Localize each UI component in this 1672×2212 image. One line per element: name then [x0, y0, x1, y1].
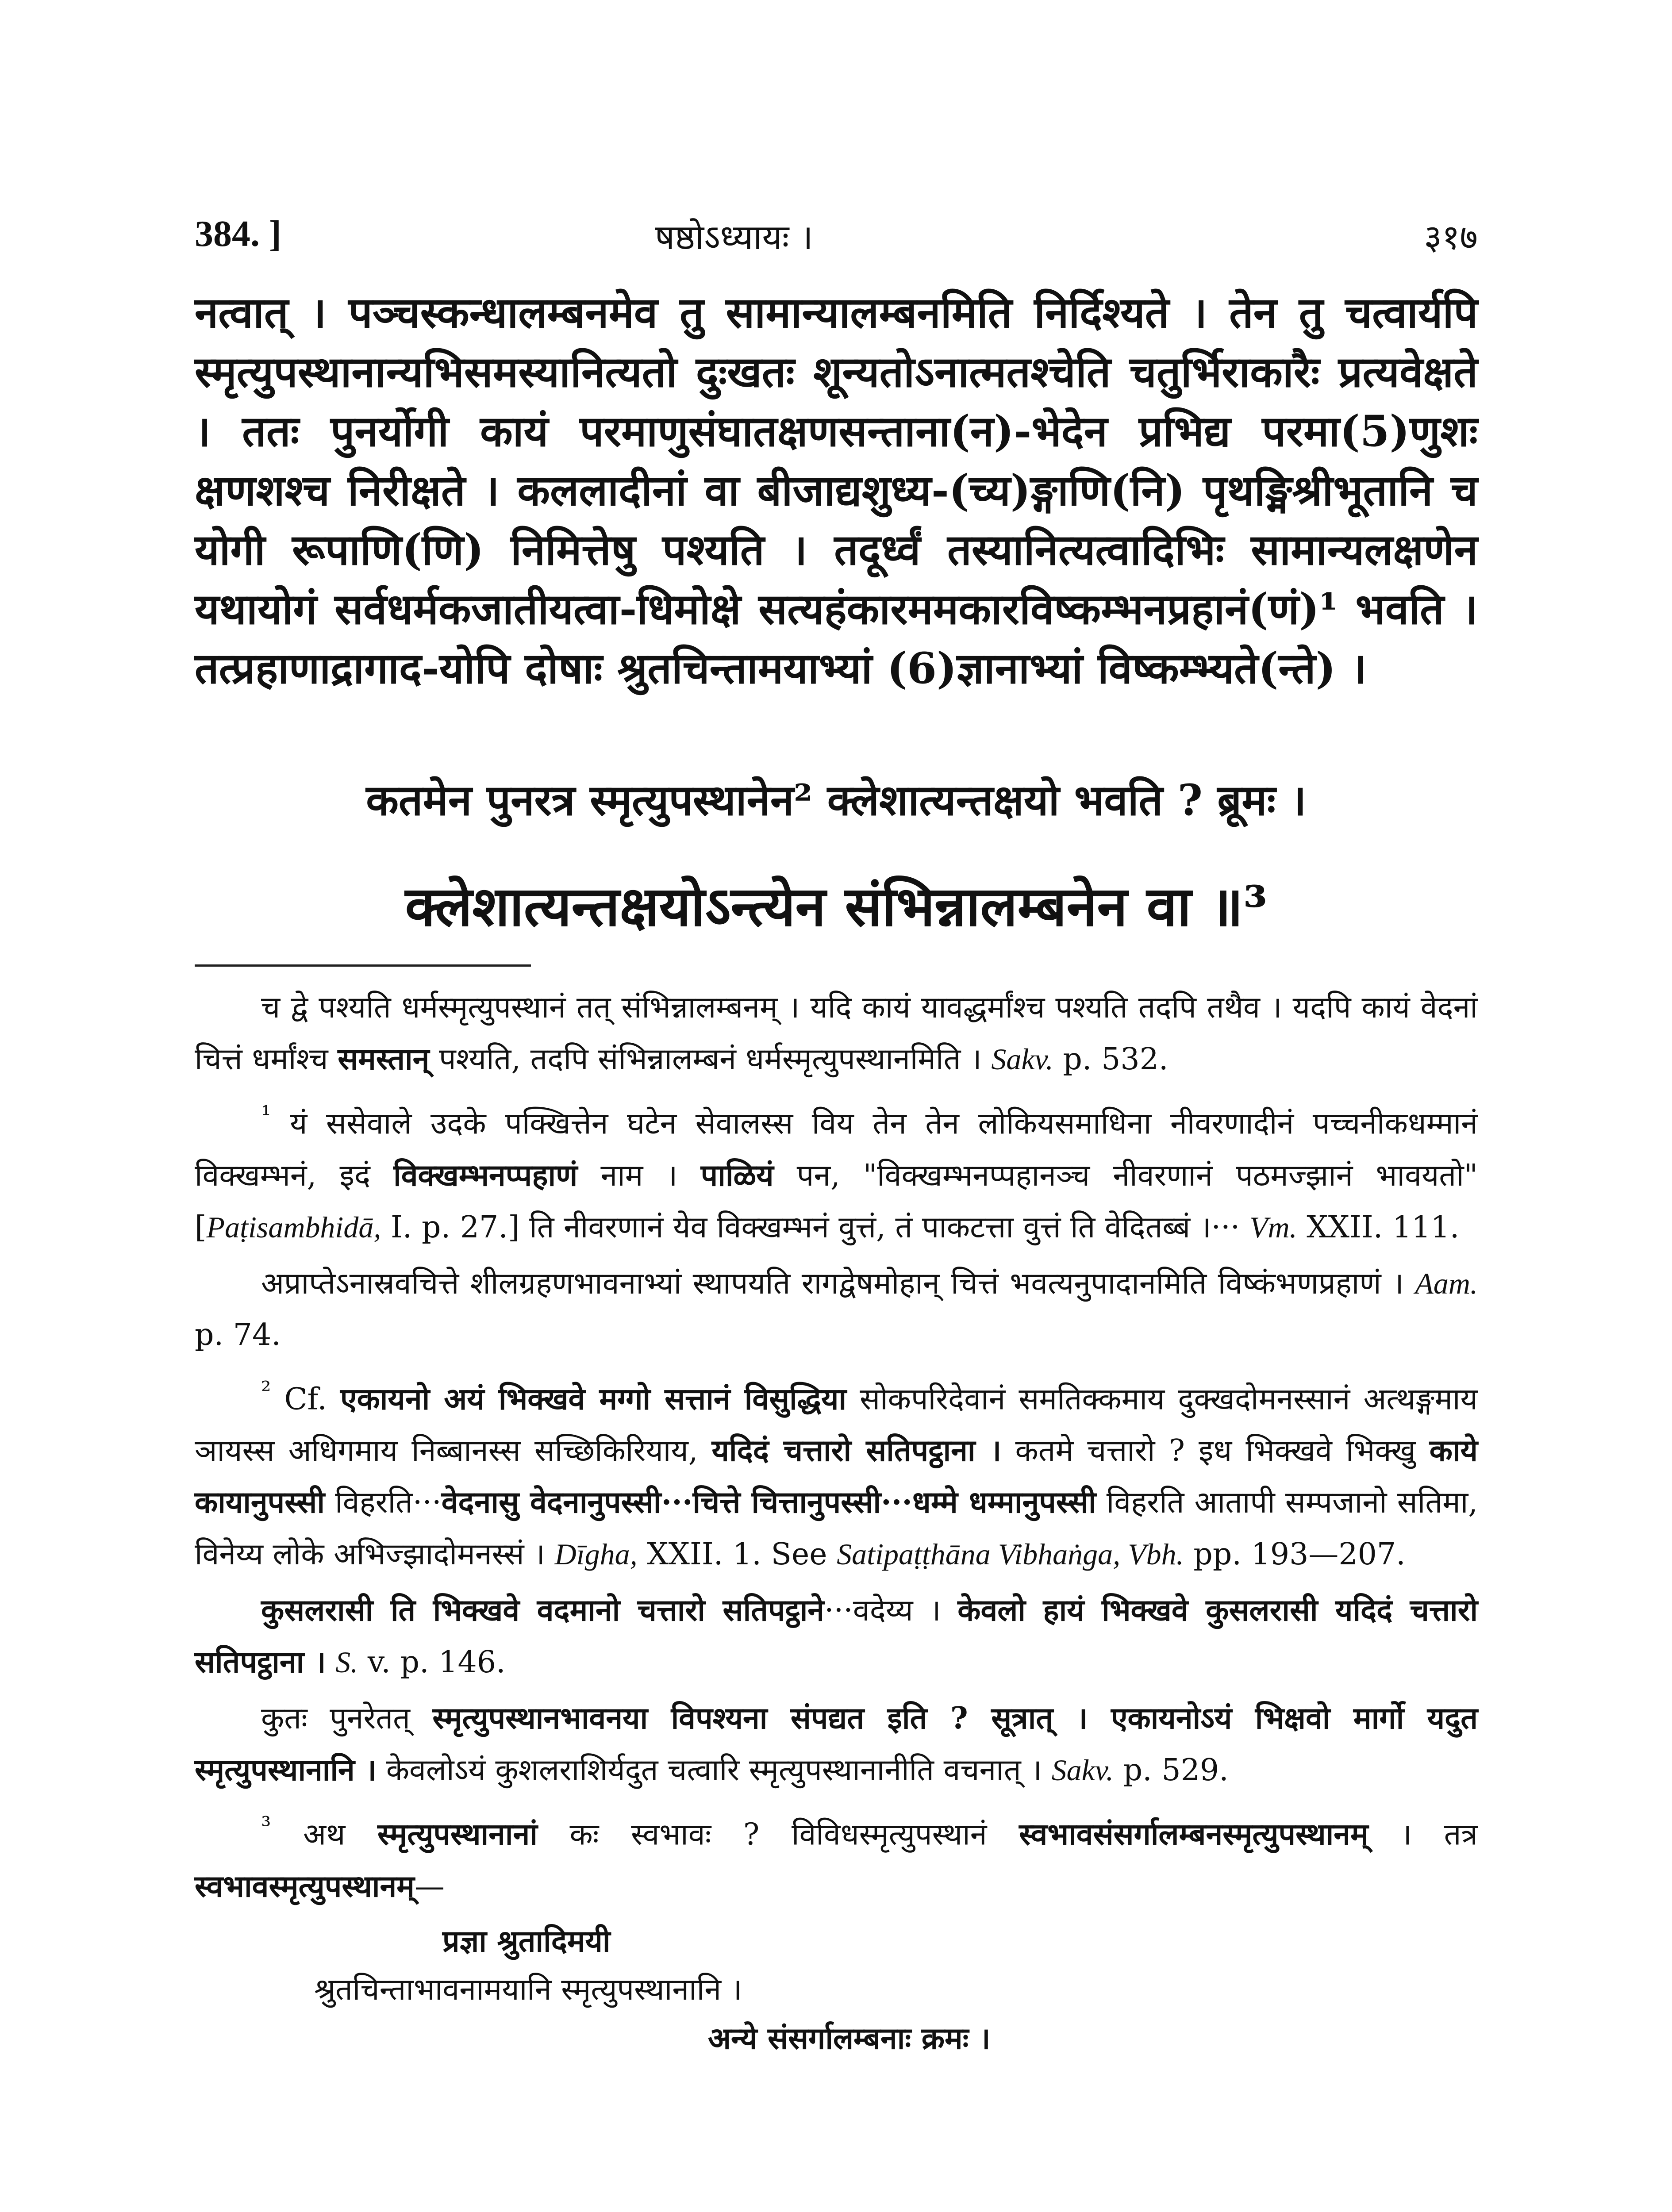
footnote-text: स्वभावसंसर्गालम्बनस्मृत्युपस्थानम् — [1019, 1816, 1368, 1852]
footnote-text: च द्वे पश्यति धर्मस्मृत्युपस्थानं तत् संभिन्नालम्बनम् । यदि कायं यावद्धर्मांश्च पश्यति तदपि तथैव । यदपि कायं वेदनां चित्तं धर्मांश्च — [195, 990, 1478, 1077]
footnote-text: । तत्र — [1368, 1817, 1478, 1852]
footnote-text: Aam. — [1415, 1266, 1478, 1300]
footnote-paragraph — [195, 1801, 1478, 1912]
footnote-text: Cf. — [271, 1382, 340, 1417]
footnote-text: Satipaṭṭhāna Vibhaṅga, Vbh. — [837, 1537, 1184, 1571]
footnote-paragraph — [195, 1365, 1478, 1581]
footnote-text: पाळियं — [700, 1157, 774, 1193]
footnote-text: विहरति··· — [324, 1485, 442, 1521]
footnote-text: ···वदेय्य । — [824, 1593, 958, 1628]
footnote-list — [195, 982, 1478, 1912]
verse-line: प्रज्ञा श्रुतादिमयी — [442, 1923, 611, 1959]
footnote-paragraph — [195, 1258, 1478, 1361]
footnote-text: काये कायानुपस्सी — [195, 1433, 1478, 1521]
page-number-left: 384. ] — [195, 213, 281, 254]
footnote-text: कुतः पुनरेतत् — [261, 1701, 433, 1736]
footnote-text: Vm. — [1249, 1210, 1297, 1244]
footnote-text: पश्यति, तदपि संभिन्नालम्बनं धर्मस्मृत्युपस्थानमिति । — [429, 1042, 992, 1077]
footnote-text: Sakv. — [1051, 1753, 1114, 1787]
footnote-paragraph — [195, 1090, 1478, 1253]
footnote-text: कुसलरासी ति भिक्खवे वदमानो चत्तारो सतिपट्ठाने — [261, 1593, 825, 1628]
footnote-divider — [195, 964, 531, 967]
verse-line: अन्ये संसर्गालम्बनाः क्रमः । — [708, 2020, 991, 2056]
footnote-text: एकायनो अयं भिक्खवे मग्गो सत्तानं विसुद्धिया — [340, 1381, 847, 1417]
page-number-right: ३१७ — [1424, 218, 1478, 257]
chapter-title: षष्ठोऽध्यायः । — [655, 218, 813, 257]
footnote-paragraph — [195, 1585, 1478, 1688]
footnote-text: केवलो हायं भिक्खवे कुसलरासी यदिदं चत्तारो सतिपट्ठाना । — [195, 1593, 1478, 1680]
footnote-text: यं ससेवाले उदके पक्खित्तेन घटेन सेवालस्स विय तेन तेन लोकियसमाधिना नीवरणादीनं पच्चनीकधम्मानं विक्खम्भनं, इदं — [195, 1106, 1478, 1193]
footnote-text: विक्खम्भनप्पहाणं — [393, 1157, 578, 1193]
footnote-text: यदिदं चत्तारो सतिपट्ठाना । — [711, 1433, 1002, 1469]
footnote-text: Paṭisambhidā, — [206, 1210, 381, 1244]
footnote-marker: ³ — [261, 1812, 271, 1841]
verse-line: श्रुतचिन्ताभावनामयानि स्मृत्युपस्थानानि । — [314, 1972, 742, 2007]
footnote-marker: ² — [261, 1376, 271, 1405]
footnote-text: XXII. 111. — [1297, 1210, 1460, 1245]
footnote-text: स्मृत्युपस्थानभावनया विपश्यना संपद्यत इति ? सूत्रात् । एकायनोऽयं भिक्षवो मार्गो यदुत स्मृत्युपस्थानानि । — [195, 1701, 1478, 1788]
footnote-text: — — [414, 1869, 445, 1904]
footnote-marker: ¹ — [261, 1101, 271, 1129]
main-text-block — [195, 283, 1478, 698]
footnotes-block — [195, 982, 1478, 2063]
question-line: कतमेन पुनरत्र स्मृत्युपस्थानेन² क्लेशात्यन्तक्षयो भवति ? ब्रूमः । — [366, 775, 1307, 825]
footnote-text: केवलोऽयं कुशलराशिर्यदुत चत्वारि स्मृत्युपस्थानानीति वचनात् । — [377, 1753, 1052, 1788]
footnote-text: Dīgha, — [554, 1537, 638, 1571]
karika-verse: क्लेशात्यन्तक्षयोऽन्त्येन संभिन्नालम्बनेन वा ॥³ — [405, 875, 1268, 939]
footnote-text: I. p. 27.] ति नीवरणानं येव विक्खम्भनं वुत्तं, तं पाकटत्ता वुत्तं ति वेदितब्बं ।··· — [381, 1210, 1249, 1245]
footnote-paragraph — [195, 982, 1478, 1085]
footnote-text: p. 532. — [1053, 1042, 1168, 1077]
footnote-text: कः स्वभावः ? विविधस्मृत्युपस्थानं — [537, 1817, 1019, 1852]
footnote-text: स्मृत्युपस्थानानां — [377, 1816, 538, 1852]
footnote-text — [326, 1645, 336, 1680]
footnote-text: नाम । — [577, 1158, 701, 1193]
footnote-text: v. p. 146. — [358, 1645, 506, 1680]
footnote-text: समस्तान् — [338, 1041, 430, 1077]
footnote-text: सोकपरिदेवानं समतिक्कमाय दुक्खदोमनस्सानं अत्थङ्गमाय ञायस्स अधिगमाय निब्बानस्स सच्छिकिरियाय, — [195, 1382, 1478, 1469]
footnote-text: कतमे चत्तारो ? इध भिक्खवे भिक्खु — [1001, 1433, 1430, 1469]
footnote-text: p. 74. — [195, 1317, 281, 1352]
footnote-text: अथ — [271, 1817, 378, 1852]
footnote-text: S. — [335, 1645, 358, 1679]
footnote-text: पन, "विक्खम्भनप्पहानञ्च नीवरणानं पठमज्झानं भावयतो" [ — [195, 1158, 1478, 1245]
footnote-text: pp. 193—207. — [1184, 1537, 1406, 1572]
footnote-paragraph — [195, 1693, 1478, 1796]
footnote-text: स्वभावस्मृत्युपस्थानम् — [195, 1868, 415, 1904]
main-paragraph: नत्वात् । पञ्चस्कन्धालम्बनमेव तु सामान्यालम्बनमिति निर्दिश्यते । तेन तु चत्वार्यपि स्मृत्युपस्थानान्यभिसमस्यानित्यतो दुःखतः शून्यतोऽनात्मतश्चेति चतुर्भिराकारैः प्रत्यवेक्षते । ततः पुनर्योगी कायं परमाणुसंघातक्षणसन्ताना(न)-भेदेन प्रभिद्य परमा(5)णुशः क्षणशश्च निरीक्षते । कललादीनां वा बीजाद्यशुध्य-(च्य)ङ्गाणि(नि) पृथङ्मिश्रीभूतानि च योगी रूपाणि(णि) निमित्तेषु पश्यति । तदूर्ध्वं तस्यानित्यत्वादिभिः सामान्यलक्षणेन यथायोगं सर्वधर्मकजातीयत्वा-धिमोक्षे सत्यहंकारममकारविष्कम्भनप्रहानं(णं)¹ भवति । तत्प्रहाणाद्रागाद-योपि दोषाः श्रुतचिन्तामयाभ्यां (6)ज्ञानाभ्यां विष्कम्भ्यते(न्ते) । — [195, 288, 1478, 693]
footnote-text: अप्राप्तेऽनास्रवचित्ते शीलग्रहणभावनाभ्यां स्थापयति रागद्वेषमोहान् चित्तं भवत्यनुपादानमिति विष्कंभणप्रहाणं । — [261, 1266, 1415, 1301]
footnote-text: विहरति आतापी सम्पजानो सतिमा, विनेय्य लोके अभिज्झादोमनस्सं । — [195, 1485, 1478, 1572]
footnote-text: वेदनासु वेदनानुपस्सी···चित्ते चित्तानुपस्सी···धम्मे धम्मानुपस्सी — [441, 1485, 1096, 1521]
footnote-text: Sakv. — [991, 1042, 1053, 1076]
page-header — [195, 208, 1478, 265]
footnote-text: p. 529. — [1114, 1753, 1229, 1788]
footnote-text: XXII. 1. See — [637, 1537, 837, 1572]
